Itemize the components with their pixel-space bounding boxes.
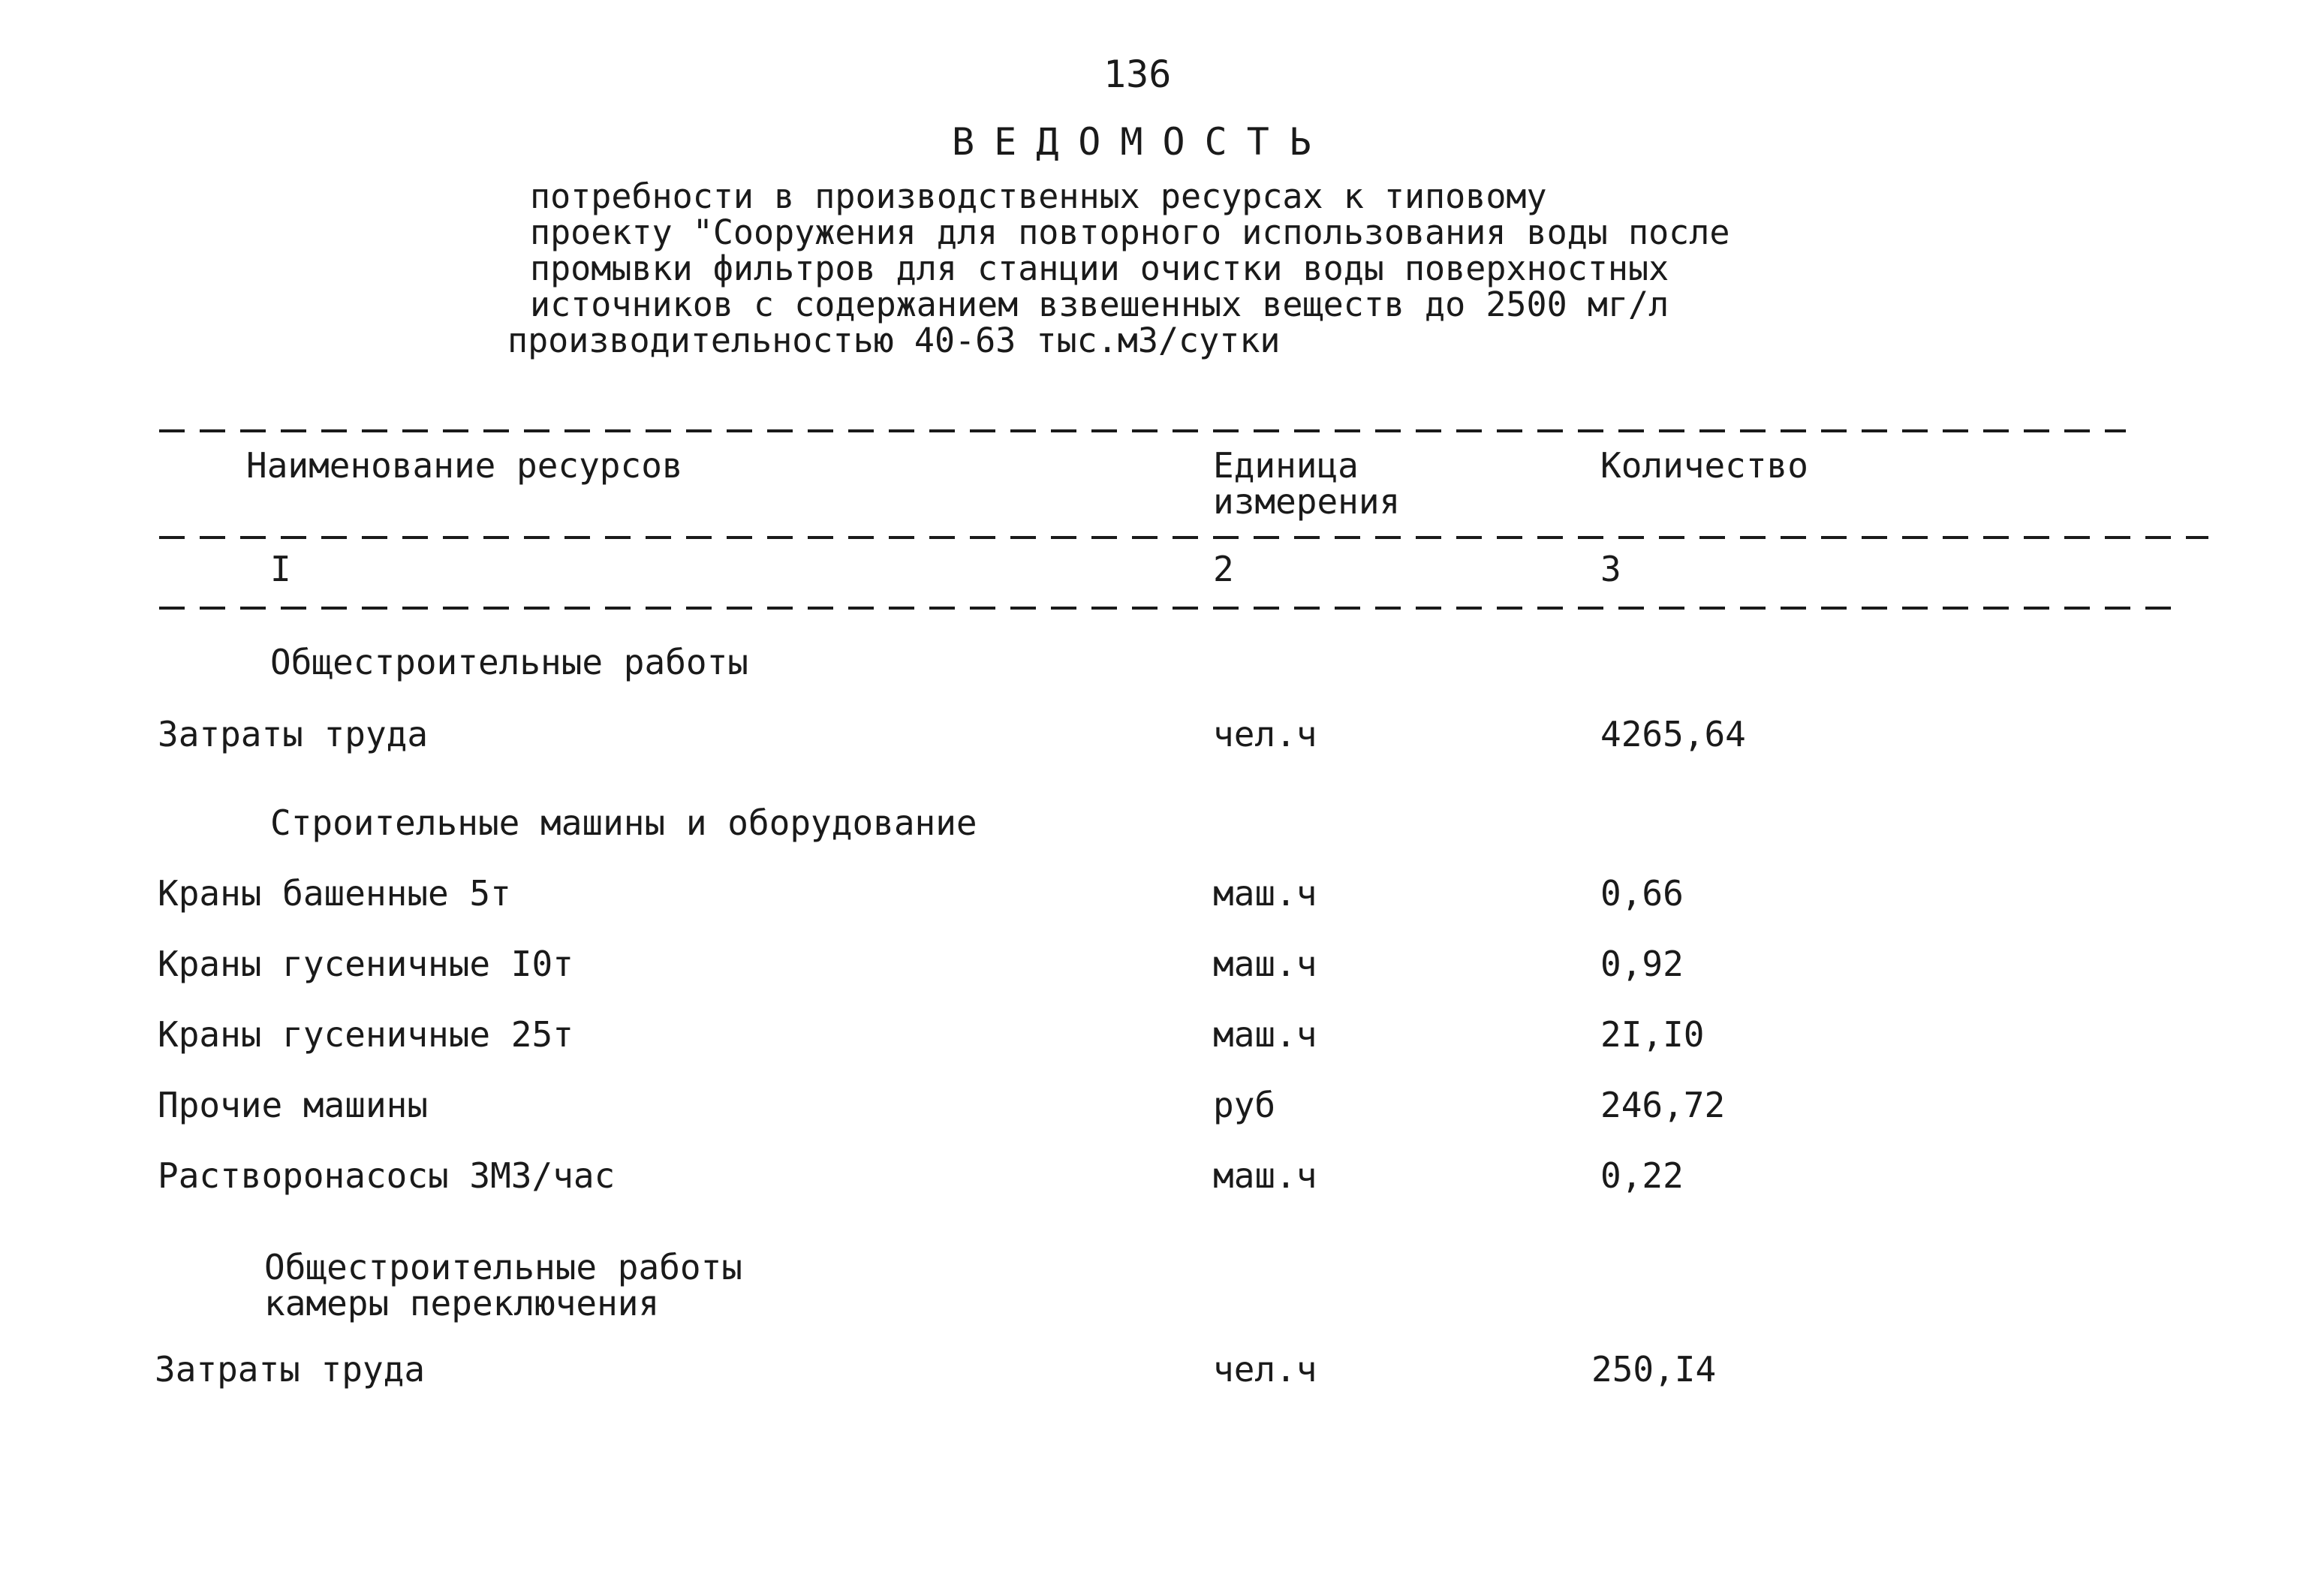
row-quantity: 250,I4 — [1591, 1349, 1717, 1390]
row-unit: маш.ч — [1213, 944, 1317, 984]
row-unit: руб — [1213, 1085, 1276, 1125]
row-quantity: 246,72 — [1600, 1085, 1726, 1125]
row-unit: маш.ч — [1213, 1155, 1317, 1196]
header-unit-line2: измерения — [1213, 481, 1401, 522]
row-quantity: 0,92 — [1600, 944, 1684, 984]
row-name: Краны гусеничные I0т — [158, 944, 573, 984]
subtitle-line: промывки фильтров для станции очистки воды поверхностных — [530, 248, 1669, 288]
section-title: Строительные машины и оборудование — [270, 803, 977, 843]
subtitle-line: производительностью 40-63 тыс.м3/сутки — [507, 321, 1281, 360]
row-name: Краны гусеничные 25т — [158, 1014, 573, 1055]
section-title: Общестроительные работы — [270, 642, 748, 682]
row-quantity: 2I,I0 — [1600, 1014, 1705, 1055]
column-number: 2 — [1213, 549, 1234, 589]
row-unit: чел.ч — [1213, 1349, 1317, 1390]
table-top-rule — [159, 429, 2126, 432]
document-title: ВЕДОМОСТЬ — [952, 120, 1331, 164]
row-name: Затраты труда — [158, 714, 429, 754]
subtitle-line: источников с содержанием взвешенных веществ до 2500 мг/л — [530, 285, 1669, 324]
row-name: Прочие машины — [158, 1085, 429, 1125]
row-name: Затраты труда — [155, 1349, 426, 1390]
header-unit-line1: Единица — [1213, 445, 1359, 486]
section-title: камеры переключения — [264, 1283, 660, 1323]
row-quantity: 0,22 — [1600, 1155, 1684, 1196]
row-unit: маш.ч — [1213, 1014, 1317, 1055]
row-unit: чел.ч — [1213, 714, 1317, 754]
header-name: Наименование ресурсов — [246, 445, 683, 486]
subtitle-line: проекту "Сооружения для повторного использования воды после — [530, 212, 1730, 252]
row-quantity: 0,66 — [1600, 873, 1684, 914]
column-number: 3 — [1600, 549, 1621, 589]
column-number: I — [270, 549, 291, 589]
row-quantity: 4265,64 — [1600, 714, 1746, 754]
row-name: Растворонасосы 3М3/час — [158, 1155, 616, 1196]
subtitle-line: потребности в производственных ресурсах к типовому — [530, 176, 1547, 216]
header-quantity: Количество — [1600, 445, 1808, 486]
section-title: Общестроительные работы — [264, 1247, 742, 1287]
page-number: 136 — [1103, 53, 1172, 96]
header-bottom-rule — [159, 536, 2208, 539]
column-numbers-bottom-rule — [159, 607, 2186, 610]
row-name: Краны башенные 5т — [158, 873, 511, 914]
row-unit: маш.ч — [1213, 873, 1317, 914]
